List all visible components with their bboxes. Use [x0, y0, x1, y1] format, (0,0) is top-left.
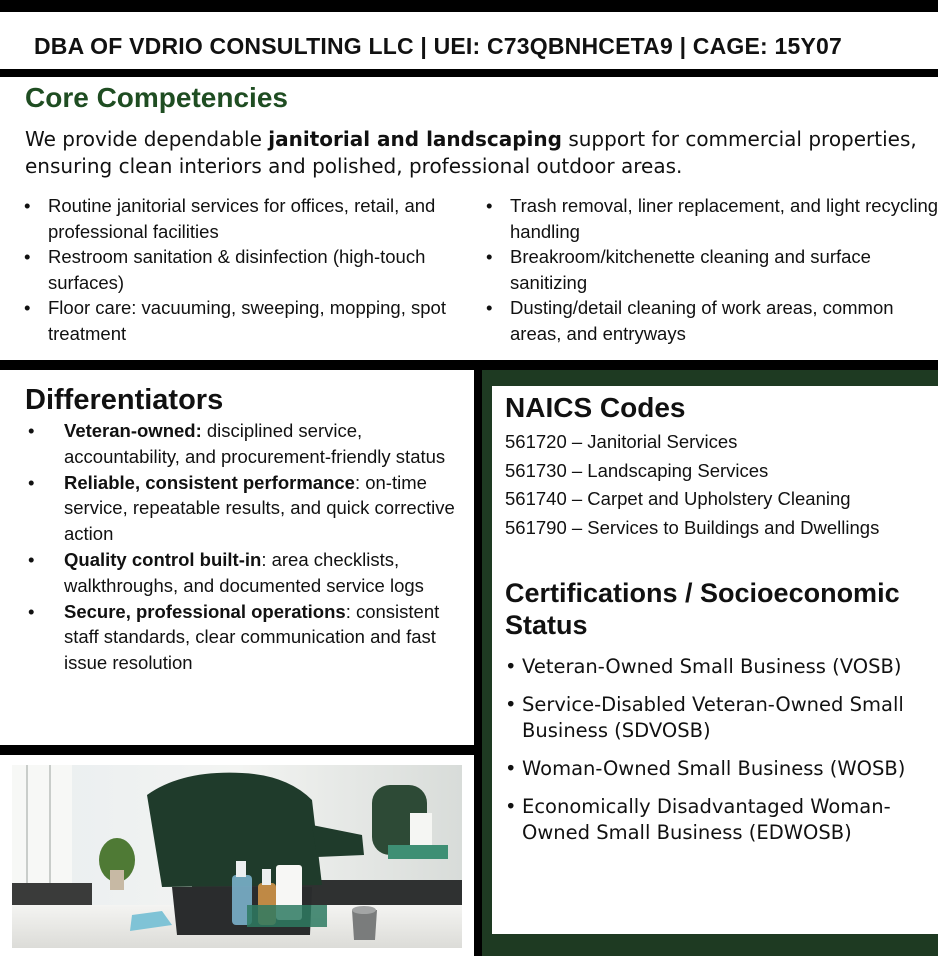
list-item: • Economically Disadvantaged Woman-Owned Small Business (EDWOSB) [522, 794, 936, 846]
item-text: disciplined service, accountability, and procurement-friendly status [64, 420, 446, 467]
list-item [64, 599, 464, 676]
top-rule [0, 0, 938, 12]
core-list-left [48, 193, 488, 347]
item-bold: Quality control built-in [64, 548, 262, 570]
certifications-title: Certifications / Socioeconomic Status [505, 578, 900, 640]
naics-code: 561740 – Carpet and Upholstery Cleaning [505, 488, 851, 509]
core-intro-bold: janitorial and landscaping [268, 127, 562, 151]
certifications-list [522, 654, 936, 858]
core-competencies-title: Core Competencies [25, 82, 288, 113]
list-item: • Trash removal, liner replacement, and light recycling handling [510, 193, 938, 244]
list-item: • Dusting/detail cleaning of work areas, common areas, and entryways [510, 295, 938, 346]
naics-code: 561730 – Landscaping Services [505, 459, 769, 481]
list-item [64, 418, 464, 470]
list-item [64, 470, 464, 547]
naics-list [505, 428, 935, 542]
column-divider [474, 370, 482, 956]
section-rule [0, 360, 938, 370]
core-list-right [510, 193, 938, 347]
list-item: • Woman-Owned Small Business (WOSB) [522, 756, 936, 782]
core-intro-post: support for commercial properties, ensuring clean interiors and polished, professional outdoor areas. [25, 127, 917, 178]
list-item: • Veteran-Owned Small Business (VOSB) [522, 654, 936, 680]
item-text: : on-time service, repeatable results, and quick corrective action [64, 471, 455, 545]
item-bold: Secure, professional operations [64, 600, 346, 622]
item-bold: Reliable, consistent performance [64, 471, 355, 493]
photo-rule [0, 745, 474, 755]
header-rule [0, 69, 938, 77]
list-item: • Routine janitorial services for offices, retail, and professional facilities [48, 193, 488, 244]
list-item: • Restroom sanitation & disinfection (high-touch surfaces) [48, 244, 488, 295]
item-bold: Veteran-owned: [64, 420, 202, 441]
list-item: • Breakroom/kitchenette cleaning and surface sanitizing [510, 244, 938, 295]
core-intro-pre: We provide dependable [25, 127, 269, 151]
core-intro [25, 126, 930, 180]
list-item: • Floor care: vacuuming, sweeping, mopping, spot treatment [48, 295, 488, 346]
naics-code: 561790 – Services to Buildings and Dwellings [505, 516, 880, 538]
item-text: : area checklists, walkthroughs, and documented service logs [64, 548, 424, 596]
naics-title: NAICS Codes [505, 392, 686, 423]
differentiators-title: Differentiators [25, 384, 224, 416]
item-text: : consistent staff standards, clear communication and fast issue resolution [64, 600, 440, 674]
cleaning-photo [12, 765, 462, 948]
differentiators-list [64, 418, 464, 676]
list-item [64, 547, 464, 599]
naics-code: 561720 – Janitorial Services [505, 431, 738, 452]
list-item: • Service-Disabled Veteran-Owned Small Business (SDVOSB) [522, 692, 936, 744]
company-header: DBA OF VDRIO CONSULTING LLC | UEI: C73QBNHCETA9 | CAGE: 15Y07 [34, 33, 843, 59]
